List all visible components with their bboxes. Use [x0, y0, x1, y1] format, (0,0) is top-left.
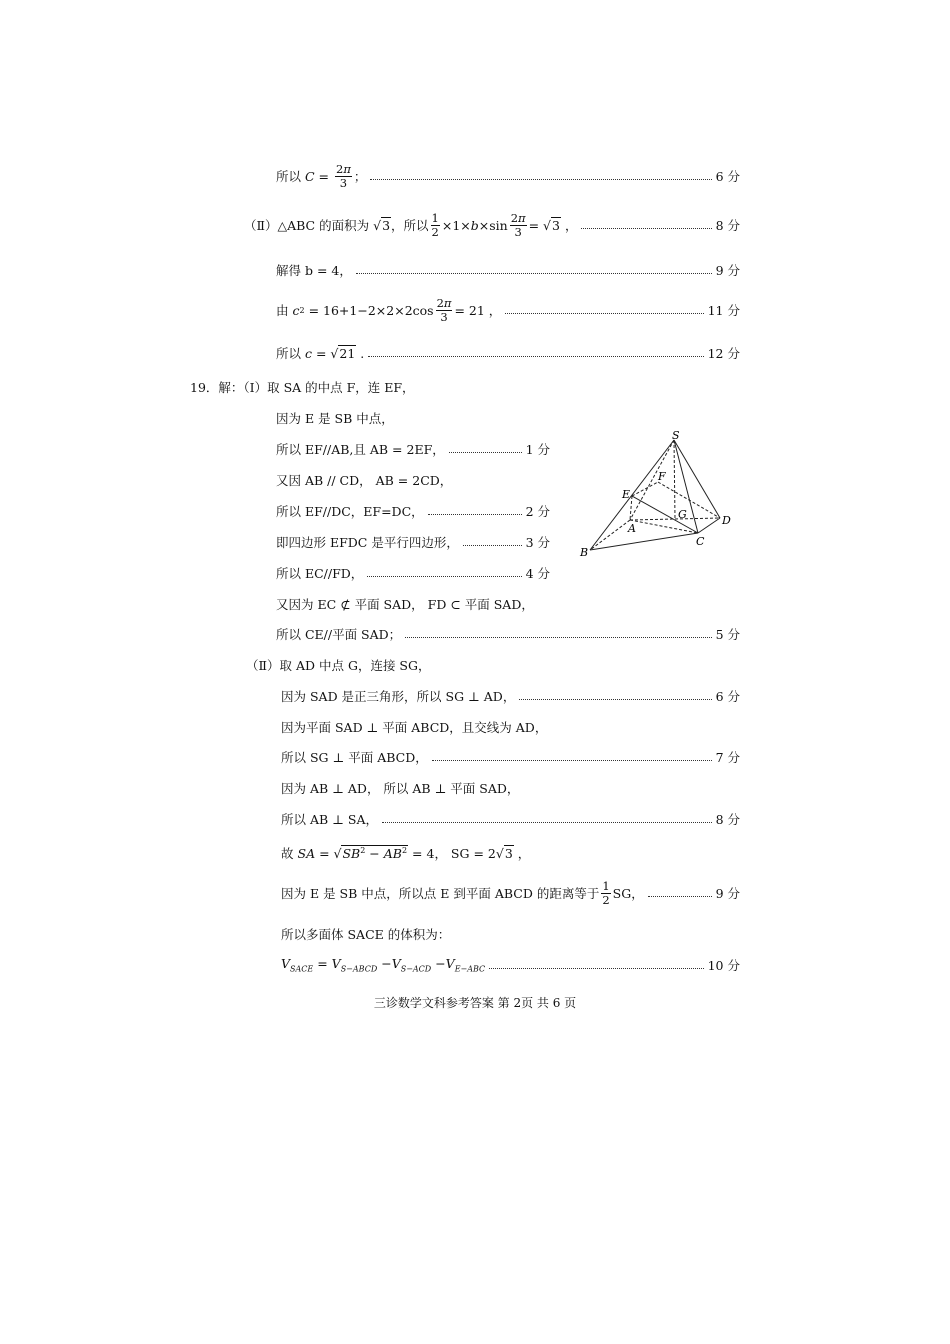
part2-line: $V_{SACE} = V_{S-ABCD} -V_{S-ACD} -V_{E-ABC}$ 10 分 — [281, 956, 740, 974]
label-C: C — [696, 535, 705, 548]
part2-line: 因为 SAD 是正三角形，所以 SG ⊥ AD， 6 分 — [281, 689, 740, 704]
score: 9 分 — [715, 263, 740, 278]
part2-line: 所以 SG ⊥ 平面 ABCD， 7 分 — [281, 750, 740, 765]
line-c-value: 所以 c = √ 21 . 12 分 — [276, 345, 740, 361]
label-G: G — [678, 508, 687, 521]
score: 6 分 — [715, 169, 740, 185]
edge-EF — [632, 482, 658, 496]
part2-line: 所以 AB ⊥ SA， 8 分 — [281, 812, 740, 827]
label-A: A — [628, 522, 636, 535]
edge-BC — [590, 533, 698, 550]
pyramid-figure — [578, 430, 738, 560]
q19-header: 19．解：（Ⅰ） 取 SA 的中点 F，连 EF， — [190, 380, 415, 395]
score: 8 分 — [715, 218, 740, 234]
edge-SA — [630, 440, 674, 520]
page-footer: 三诊数学文科参考答案 第 2页 共 6 页 — [373, 996, 577, 1010]
q19-line: 所以 EF//AB,且 AB = 2EF， 1 分 — [276, 442, 550, 457]
label-F: F — [658, 470, 666, 483]
q19-line: 因为 E 是 SB 中点， — [276, 411, 394, 426]
q19-line: 所以 CE//平面 SAD； 5 分 — [276, 627, 740, 642]
score: 11 分 — [707, 303, 740, 319]
part2-line: 因为 AB ⊥ AD， 所以 AB ⊥ 平面 SAD， — [281, 781, 520, 796]
q19-line: 又因为 EC ⊄ 平面 SAD， FD ⊂ 平面 SAD， — [276, 597, 534, 612]
line-solve-b: 解得 b = 4， 9 分 — [276, 263, 740, 278]
part2-line: 因为 E 是 SB 中点，所以点 E 到平面 ABCD 的距离等于 $\frac{1}{2}$ SG， 9 分 — [281, 879, 740, 907]
part2-line: 所以多面体 SACE 的体积为： — [281, 927, 451, 942]
line-cosine-law: 由 c 2 = 16+1−2×2×2cos $\frac{2\pi}{3}$ = 21 ， 11 分 — [276, 296, 740, 324]
line-c-result: 所以 C = $\frac{2\pi}{3}$ ； 6 分 — [276, 162, 740, 190]
edge-FD — [658, 482, 720, 518]
label-S: S — [672, 430, 680, 442]
part2-line: 故 SA = √ $SB^2 - AB^2$ = 4， SG = 2√ 3 ， — [281, 845, 531, 862]
edge-CD — [698, 518, 720, 533]
edge-SG — [674, 440, 675, 519]
score: 12 分 — [707, 346, 740, 361]
edge-EC — [632, 496, 698, 533]
q19-line: 即四边形 EFDC 是平行四边形， 3 分 — [276, 535, 550, 550]
part2-header: （Ⅱ） 取 AD 中点 G，连接 SG， — [246, 658, 431, 673]
q19-line: 所以 EC//FD， 4 分 — [276, 566, 550, 581]
edge-SD — [674, 440, 720, 518]
part2-line: 因为平面 SAD ⊥ 平面 ABCD，且交线为 AD， — [281, 720, 548, 735]
label-E: E — [622, 488, 631, 501]
label-B: B — [580, 546, 589, 559]
label-D: D — [722, 514, 731, 527]
q19-line: 又因 AB // CD， AB = 2CD， — [276, 473, 453, 488]
q19-line: 所以 EF//DC，EF=DC， 2 分 — [276, 504, 550, 519]
edge-AC — [630, 520, 698, 533]
line-area: （Ⅱ） △ABC 的面积为 √3 ，所以 $\frac{1}{2}$ ×1× b ×sin $\frac{2\pi}{3}$ = √ 3 ， 8 分 — [244, 211, 740, 239]
